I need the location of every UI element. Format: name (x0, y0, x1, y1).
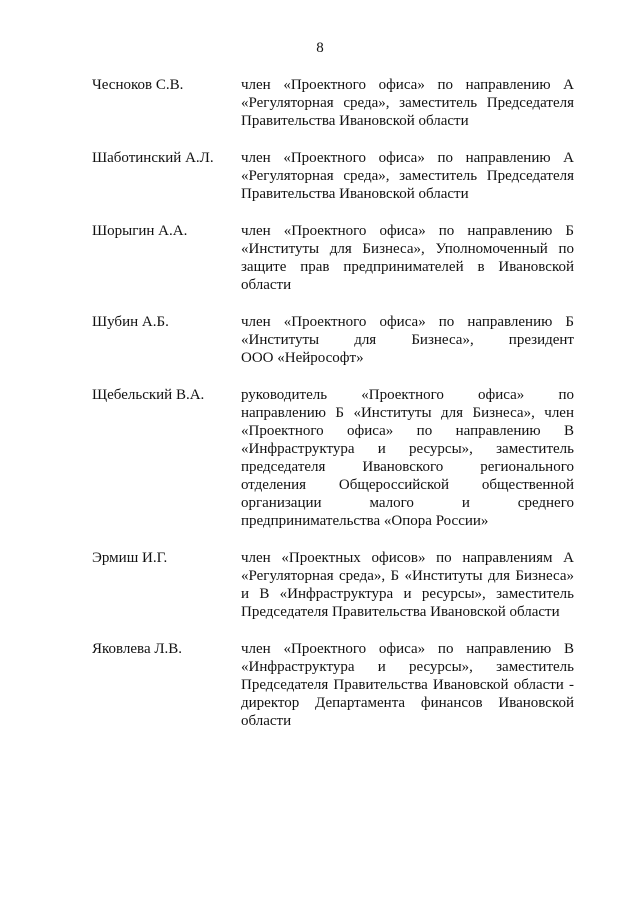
member-role (241, 640, 574, 730)
member-role (241, 386, 574, 530)
member-name: Шубин А.Б. (92, 314, 169, 330)
member-name: Щебельский В.А. (92, 387, 205, 403)
role-line: «Институты для Бизнеса», президент (241, 332, 574, 348)
role-line: «Инфраструктура и ресурсы», заместитель (241, 441, 574, 457)
role-line: член «Проектного офиса» по направлению В (241, 641, 574, 657)
role-line: «Регуляторная среда», Б «Институты для Бизнеса» (241, 568, 574, 584)
role-line: «Проектного офиса» по направлению В (241, 423, 574, 439)
list-item (92, 149, 574, 203)
role-line: защите прав предпринимателей в Ивановской (241, 259, 574, 275)
role-line: «Регуляторная среда», заместитель Председателя (241, 168, 574, 184)
member-role (241, 76, 574, 130)
page-number: 8 (316, 40, 324, 56)
role-line: Правительства Ивановской области (241, 186, 469, 202)
role-line: председателя Ивановского регионального (241, 459, 574, 475)
list-item (92, 549, 574, 621)
role-line: «Институты для Бизнеса», Уполномоченный по (241, 241, 574, 257)
role-line: член «Проектного офиса» по направлению Б (241, 314, 574, 330)
list-item (92, 222, 574, 294)
member-name: Шорыгин А.А. (92, 223, 188, 239)
members-list (92, 76, 574, 749)
role-line: направлению Б «Институты для Бизнеса», член (241, 405, 574, 421)
role-line: организации малого и среднего (241, 495, 574, 511)
list-item (92, 76, 574, 130)
role-line: предпринимательства «Опора России» (241, 513, 489, 529)
role-line: области (241, 713, 292, 729)
list-item (92, 640, 574, 730)
role-line: Председателя Правительства Ивановской области (241, 604, 560, 620)
member-name: Шаботинский А.Л. (92, 150, 214, 166)
role-line: области (241, 277, 292, 293)
member-name: Эрмиш И.Г. (92, 550, 168, 566)
role-line: член «Проектного офиса» по направлению А (241, 150, 574, 166)
role-line: руководитель «Проектного офиса» по (241, 387, 574, 403)
role-line: Председателя Правительства Ивановской области - (241, 677, 574, 693)
member-role (241, 222, 574, 294)
member-role (241, 149, 574, 203)
member-name: Яковлева Л.В. (92, 641, 183, 657)
role-line: член «Проектного офиса» по направлению А (241, 77, 574, 93)
role-line: член «Проектного офиса» по направлению Б (241, 223, 574, 239)
member-name: Чесноков С.В. (92, 77, 184, 93)
role-line: член «Проектных офисов» по направлениям А (241, 550, 574, 566)
role-line: и В «Инфраструктура и ресурсы», заместитель (241, 586, 574, 602)
role-line: директор Департамента финансов Ивановской (241, 695, 574, 711)
role-line: «Инфраструктура и ресурсы», заместитель (241, 659, 574, 675)
member-role (241, 313, 574, 367)
role-line: ООО «Нейрософт» (241, 350, 364, 366)
role-line: отделения Общероссийской общественной (241, 477, 574, 493)
role-line: «Регуляторная среда», заместитель Председателя (241, 95, 574, 111)
list-item (92, 313, 574, 367)
role-line: Правительства Ивановской области (241, 113, 469, 129)
member-role (241, 549, 574, 621)
list-item (92, 386, 574, 530)
